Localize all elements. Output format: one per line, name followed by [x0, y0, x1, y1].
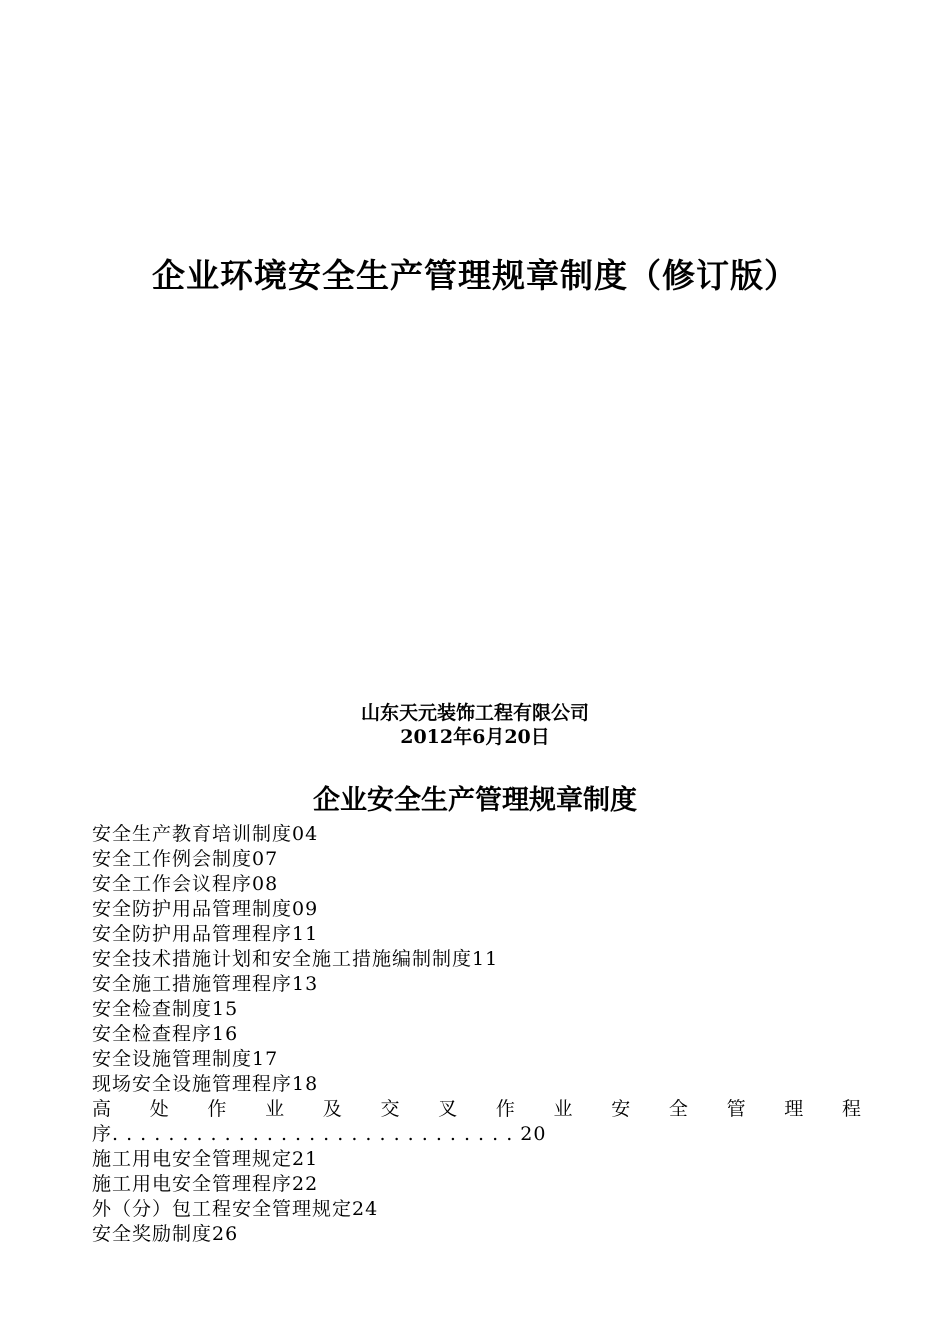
- toc-item: 施工用电安全管理程序22: [92, 1173, 319, 1195]
- toc-char: 全: [668, 1098, 689, 1120]
- toc-char: 管: [726, 1098, 747, 1120]
- toc-char: 程: [841, 1098, 862, 1120]
- toc-char: 处: [149, 1098, 170, 1120]
- toc-item: 安全设施管理制度17: [92, 1048, 279, 1070]
- toc-item: 现场安全设施管理程序18: [92, 1073, 319, 1095]
- toc-char: 及: [322, 1098, 343, 1120]
- toc-item: 安全技术措施计划和安全施工措施编制制度11: [92, 948, 499, 970]
- toc-char: 叉: [438, 1098, 459, 1120]
- toc-item: 安全检查程序16: [92, 1023, 239, 1045]
- toc-char: 业: [265, 1098, 286, 1120]
- toc-item: 安全工作会议程序08: [92, 873, 279, 895]
- toc-item: 安全防护用品管理制度09: [92, 898, 319, 920]
- toc-title: 企业安全生产管理规章制度: [313, 785, 637, 816]
- toc-char: 高: [92, 1098, 113, 1120]
- toc-char: 业: [553, 1098, 574, 1120]
- document-date: 2012年6月20日: [400, 726, 550, 748]
- toc-item-spread: [92, 1097, 862, 1147]
- toc-item: 外（分）包工程安全管理规定24: [92, 1198, 379, 1220]
- toc-char: 作: [207, 1098, 228, 1120]
- toc-item: 安全奖励制度26: [92, 1223, 239, 1245]
- toc-char: 安: [611, 1098, 632, 1120]
- toc-char: 理: [784, 1098, 805, 1120]
- toc-item: 安全检查制度15: [92, 998, 239, 1020]
- toc-item: 安全防护用品管理程序11: [92, 923, 319, 945]
- toc-item: 安全施工措施管理程序13: [92, 973, 319, 995]
- company-name: 山东天元装饰工程有限公司: [360, 702, 589, 724]
- toc-item: 安全工作例会制度07: [92, 848, 279, 870]
- toc-char: 作: [495, 1098, 516, 1120]
- toc-item: 施工用电安全管理规定21: [92, 1148, 319, 1170]
- toc-char: 交: [380, 1098, 401, 1120]
- toc-item-spread-chars: [92, 1097, 862, 1122]
- table-of-contents: [92, 822, 862, 1247]
- document-title: 企业环境安全生产管理规章制度（修订版）: [152, 256, 798, 295]
- toc-item: 安全生产教育培训制度04: [92, 823, 319, 845]
- toc-item-spread-tail: 序. . . . . . . . . . . . . . . . . . . . . . . . . . . . . 20: [92, 1123, 547, 1145]
